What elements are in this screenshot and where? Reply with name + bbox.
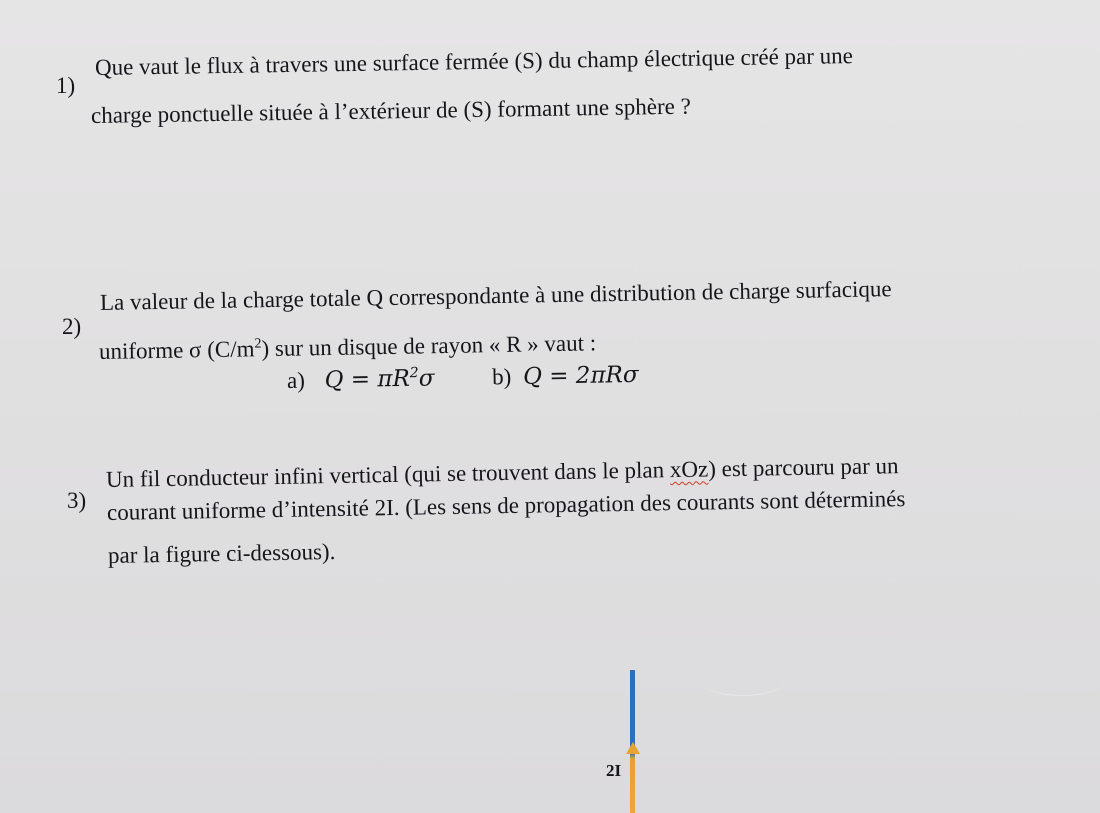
plane-name: xOz [669,456,709,483]
question-3-number: 3) [67,488,87,513]
option-a-exponent: 2 [409,365,419,382]
paper-crease [700,665,785,696]
question-3-line-2: courant uniforme d’intensité 2I. (Les sens de propagation des courants sont déterminés [106,486,906,525]
question-3-line-1 [106,454,899,491]
option-b-formula: Q = 2πRσ [522,361,639,390]
option-a-formula [324,365,434,393]
question-1-line-1: Que vaut le flux à travers une surface fermée (S) du champ électrique créé par une [94,43,854,80]
question-3-line-1-start: Un fil conducteur infini vertical (qui se trouvent dans le plan [105,457,671,492]
current-label: 2I [606,761,622,780]
option-a-label: a) [286,367,306,393]
option-b-label: b) [491,364,512,390]
question-2-line-2 [99,331,597,363]
question-2-line-1: La valeur de la charge totale Q correspondante à une distribution de charge surfacique [99,276,892,315]
question-3-line-1-end: ) est parcouru par un [708,453,899,482]
unit-exponent: 2 [254,336,262,352]
question-3-line-3: par la figure ci-dessous). [107,539,336,568]
question-2-line-2-start: uniforme σ (C/m [98,336,255,364]
question-1-number: 1) [56,73,76,98]
question-1-line-2: charge ponctuelle située à l’extérieur de (S) formant une sphère ? [90,93,691,128]
question-2-line-2-end: ) sur un disque de rayon « R » vaut : [261,330,597,362]
question-2-number: 2) [62,314,82,339]
option-a-sigma: σ [418,365,435,392]
option-a-formula-text: Q = πR [324,365,411,394]
current-direction-arrow-icon [626,742,640,754]
question-2-options [287,363,639,393]
